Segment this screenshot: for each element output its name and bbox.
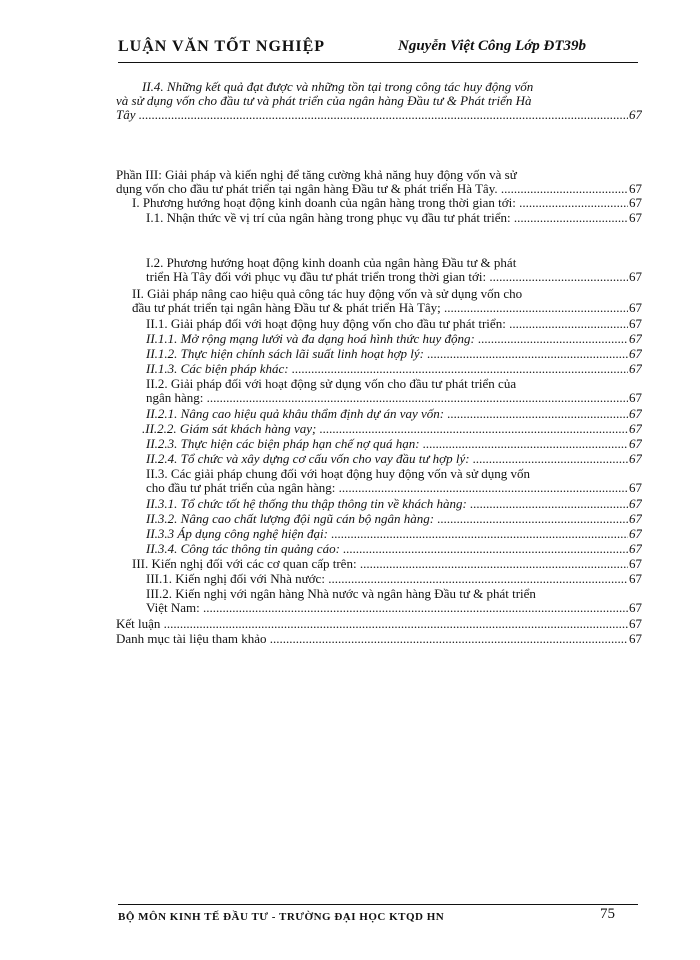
toc-entry-text: II.3.2. Nâng cao chất lượng đội ngũ cán bộ ngân hàng: [146,512,435,526]
toc-entry-text: .II.2.2. Giám sát khách hàng vay; [142,422,317,436]
toc-entry-text: Việt Nam: [146,601,200,615]
toc-entry [116,407,642,421]
toc-entry-text: II. Giải pháp nâng cao hiệu quả công tác huy động vốn và sử dụng vốn cho [132,287,523,301]
toc-entry [116,377,642,405]
toc-entry [116,196,642,210]
toc-page-number: 67 [629,182,642,196]
footer-divider [118,904,638,905]
toc-entry [116,287,642,315]
toc-entry [116,317,642,331]
toc-page-number: 67 [629,347,642,361]
toc-entry [116,542,642,556]
footer-page-number: 75 [600,906,615,922]
toc-page-number: 67 [629,332,642,346]
toc-entry-text: II.2.1. Nâng cao hiệu quả khâu thẩm định dự án vay vốn: [146,407,445,421]
toc-entry-text: cho đầu tư phát triển của ngân hàng: [146,481,336,495]
toc-page-number: 67 [629,481,642,495]
toc-entry-text: II.1.2. Thực hiện chính sách lãi suất linh hoạt hợp lý: [146,347,424,361]
toc-entry-text: III.2. Kiến nghị với ngân hàng Nhà nước và ngân hàng Đầu tư & phát triển [146,587,536,601]
toc-entry-text: II.3.4. Công tác thông tin quảng cáo: [146,542,340,556]
toc-page-number: 67 [629,527,642,541]
toc-page-number: 67 [629,270,642,284]
toc-entry-text: II.1.1. Mở rộng mạng lưới và đa dạng hoá hình thức huy động: [146,332,475,346]
toc-entry [116,497,642,511]
toc-entry-text: II.2. Giải pháp đối với hoạt động sử dụng vốn cho đầu tư phát triển của [146,377,517,391]
toc-entry [116,572,642,586]
toc-page-number: 67 [629,557,642,571]
toc-page-number: 67 [629,632,642,646]
toc-entry [116,422,642,436]
toc-entry-text: II.3. Các giải pháp chung đối với hoạt động huy động vốn và sử dụng vốn [146,467,531,481]
toc-page-number: 67 [629,108,642,122]
toc-entry-text: Tây [116,108,136,122]
toc-entry-text: I. Phương hướng hoạt động kinh doanh của ngân hàng trong thời gian tới: [132,196,516,210]
toc-page-number: 67 [629,497,642,511]
header-divider [118,62,638,63]
toc-entry-text: Phần III: Giải pháp và kiến nghị để tăng cường khả năng huy động vốn và sử [116,168,517,182]
toc-entry [116,512,642,526]
toc-entry [116,332,642,346]
toc-entry-text: II.4. Những kết quả đạt được và những tồn tại trong công tác huy động vốn [142,80,534,94]
toc-entry [116,211,642,225]
toc-entry [116,437,642,451]
toc-entry-text: II.2.3. Thực hiện các biện pháp hạn chế nợ quá hạn: [146,437,420,451]
toc-entry-text: ngân hàng: [146,391,204,405]
toc-page-number: 67 [629,196,642,210]
toc-entry-text: triển Hà Tây đối với phục vụ đầu tư phát triển trong thời gian tới: [146,270,487,284]
toc-page-number: 67 [629,542,642,556]
toc-page-number: 67 [629,572,642,586]
toc-entry [116,362,642,376]
toc-page-number: 67 [629,601,642,615]
header-title: LUẬN VĂN TỐT NGHIỆP [118,38,326,55]
toc-entry [116,617,642,631]
toc-entry-text: II.3.3 Áp dụng công nghệ hiện đại: [146,527,328,541]
toc-page-number: 67 [629,362,642,376]
toc-entry-text: II.1.3. Các biện pháp khác: [146,362,289,376]
toc-entry-text: III. Kiến nghị đối với các cơ quan cấp trên: [132,557,357,571]
toc-page-number: 67 [629,617,642,631]
toc-entry-text: dụng vốn cho đầu tư phát triển tại ngân hàng Đầu tư & phát triển Hà Tây. [116,182,498,196]
toc-entry [116,467,642,495]
toc-page-number: 67 [629,317,642,331]
toc-entry-text: và sử dụng vốn cho đầu tư và phát triển của ngân hàng Đầu tư & Phát triển Hà [116,94,532,108]
toc-entry-text: đầu tư phát triển tại ngân hàng Đầu tư & phát triển Hà Tây; [132,301,441,315]
toc-page-number: 67 [629,452,642,466]
toc-entry [116,557,642,571]
toc-entry [116,256,642,284]
toc-page-number: 67 [629,437,642,451]
footer-department: BỘ MÔN KINH TẾ ĐẦU TƯ - TRƯỜNG ĐẠI HỌC KTQD HN [118,911,445,923]
toc-entry [116,452,642,466]
toc-entry-text: II.2.4. Tổ chức và xây dựng cơ cấu vốn cho vay đầu tư hợp lý: [146,452,470,466]
toc-page-number: 67 [629,391,642,405]
toc-entry [116,527,642,541]
toc-page-number: 67 [629,512,642,526]
toc-entry [116,80,642,122]
toc-entry-text: II.1. Giải pháp đối với hoạt động huy động vốn cho đầu tư phát triển: [146,317,506,331]
toc-entry-text: II.3.1. Tổ chức tốt hệ thống thu thập thông tin về khách hàng: [146,497,467,511]
toc-entry-text: Kết luận [116,617,161,631]
toc-entry [116,168,642,196]
toc-entry [116,347,642,361]
toc-entry [116,587,642,615]
toc-page-number: 67 [629,301,642,315]
toc-page-number: 67 [629,422,642,436]
toc-page-number: 67 [629,407,642,421]
toc-entry [116,632,642,646]
toc-page-number: 67 [629,211,642,225]
toc-entry-text: I.1. Nhận thức về vị trí của ngân hàng trong phục vụ đầu tư phát triển: [146,211,511,225]
header-author: Nguyễn Việt Công Lớp ĐT39b [398,38,587,54]
toc-entry-text: I.2. Phương hướng hoạt động kinh doanh của ngân hàng Đầu tư & phát [146,256,517,270]
toc-entry-text: III.1. Kiến nghị đối với Nhà nước: [146,572,325,586]
toc-entry-text: Danh mục tài liệu tham khảo [116,632,267,646]
